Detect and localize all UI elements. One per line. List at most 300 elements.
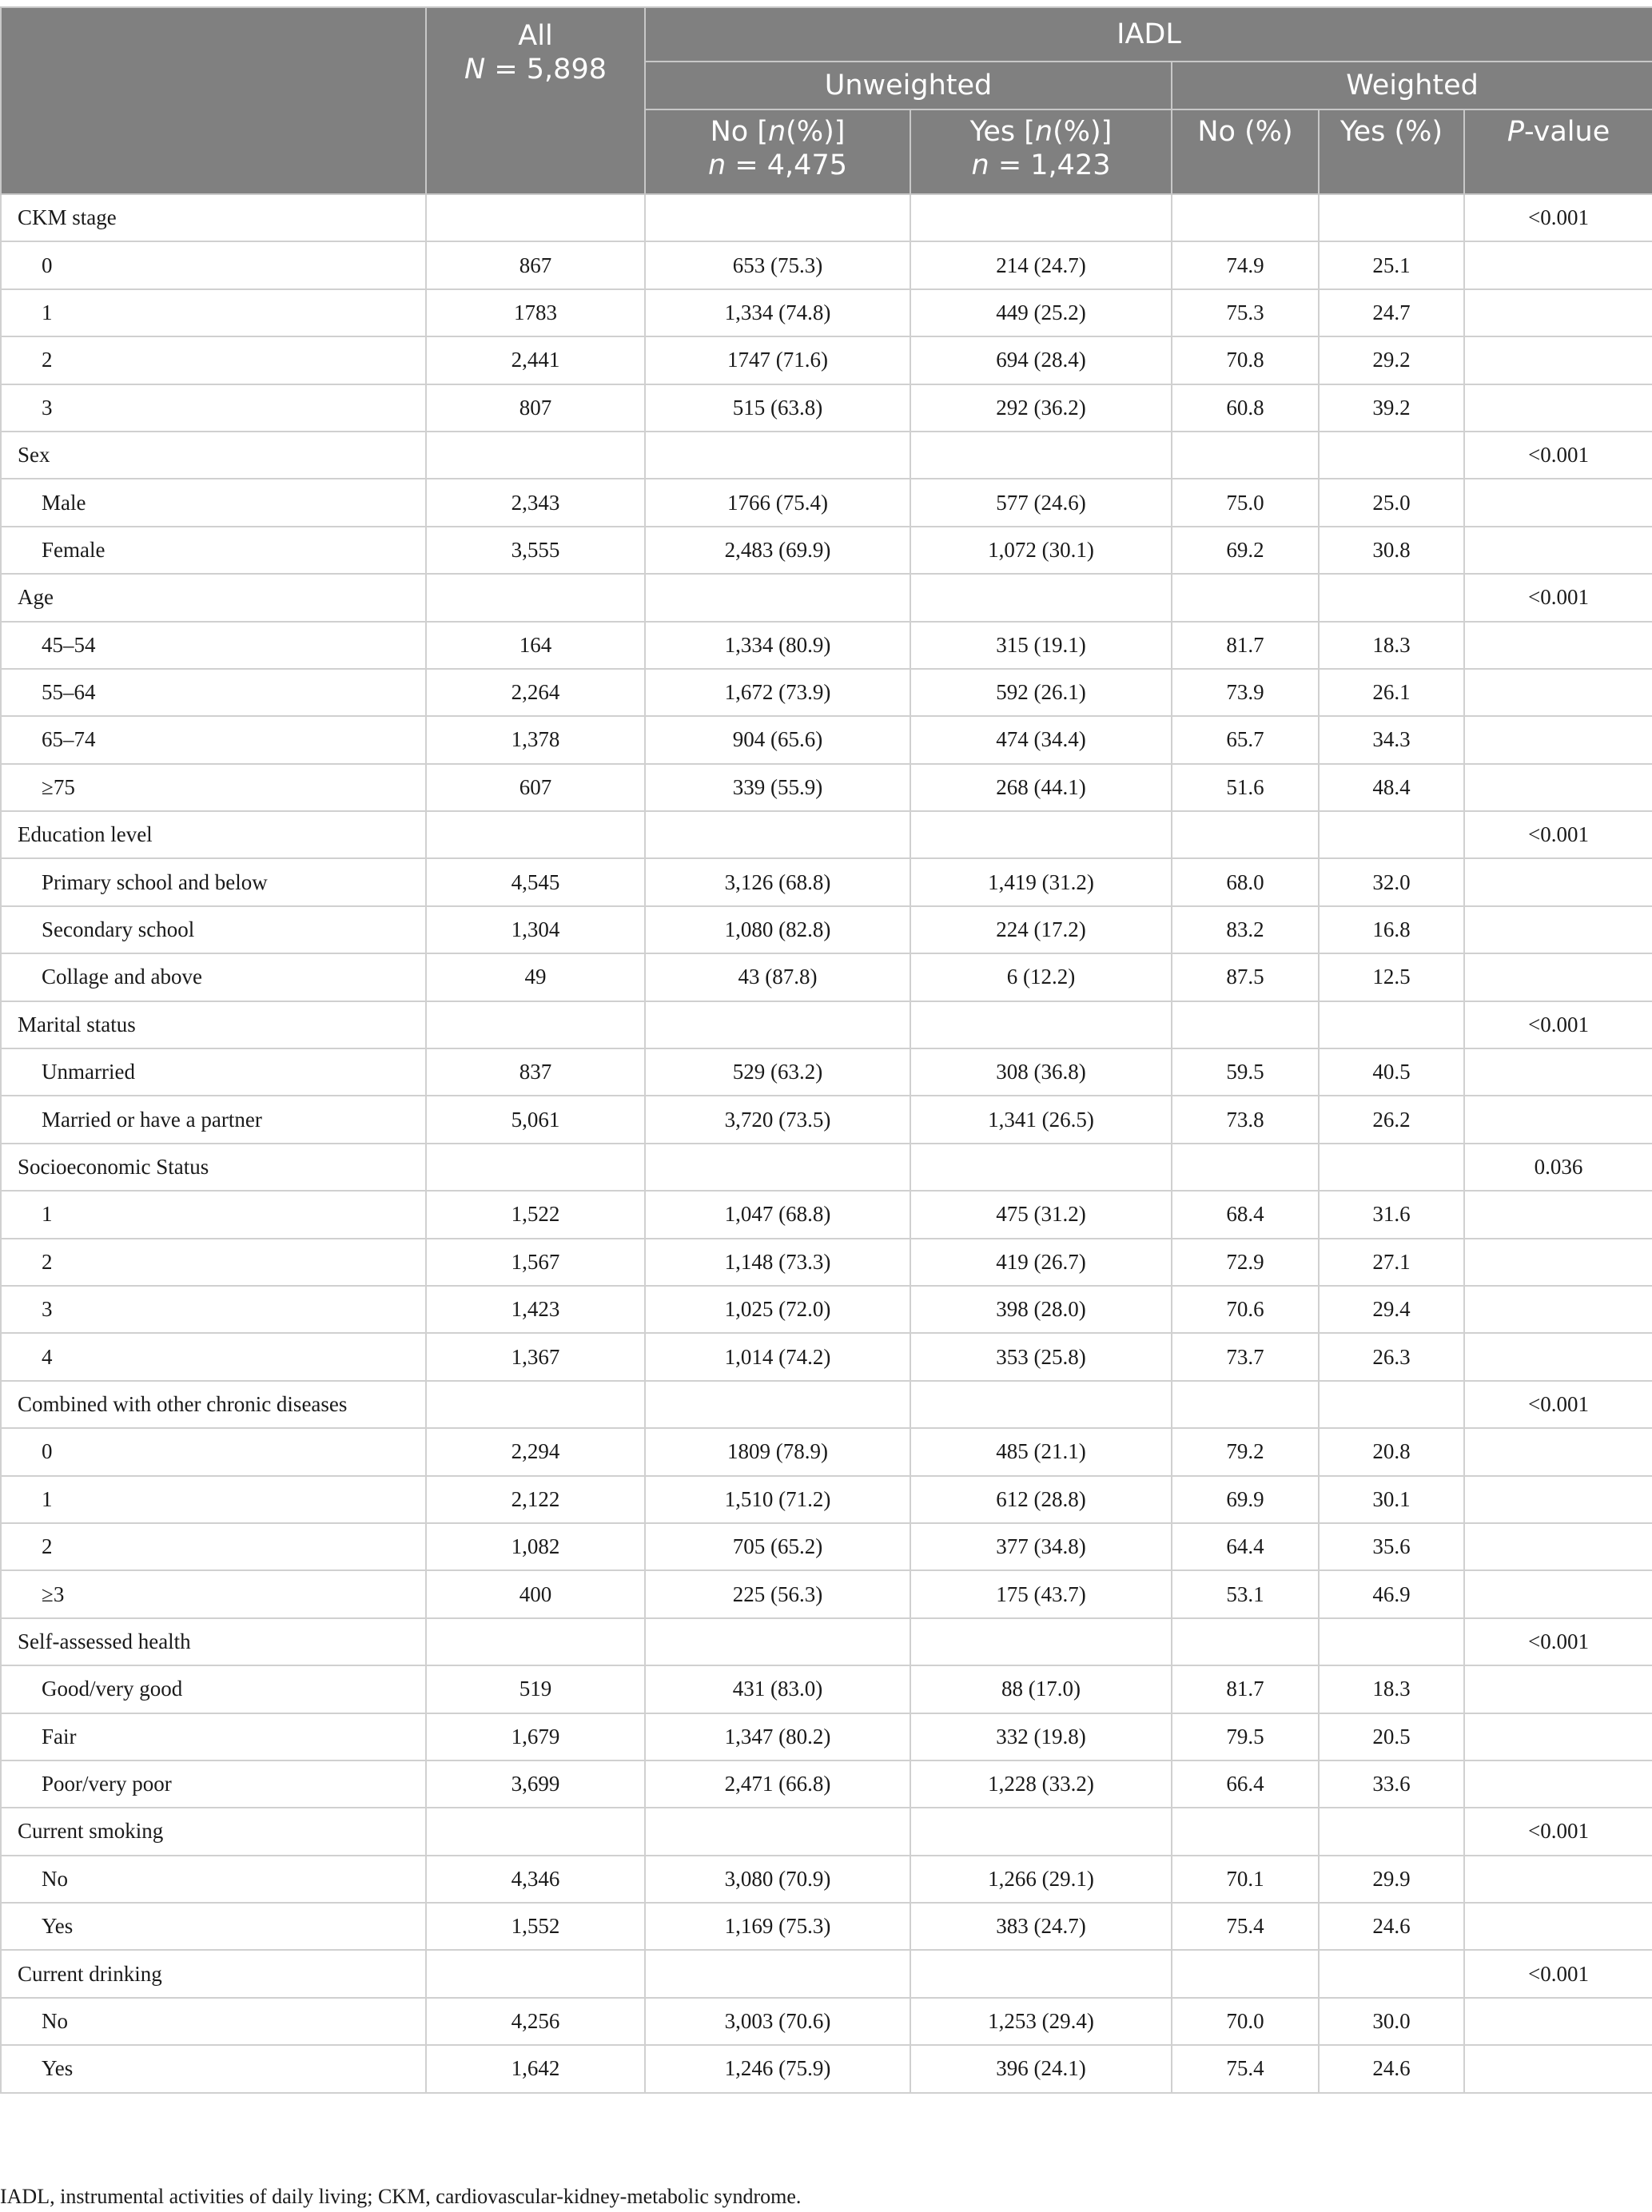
table-row	[1, 811, 1652, 858]
table-row	[1, 1048, 1652, 1096]
data-cell-no: 3,080 (70.9)	[645, 1856, 910, 1903]
row-label-cell: 3	[1, 384, 426, 432]
data-cell-yes: 1,253 (29.4)	[910, 1998, 1172, 2045]
data-cell-yes	[910, 1618, 1172, 1665]
data-cell-yes: 396 (24.1)	[910, 2045, 1172, 2092]
data-cell-yes: 1,228 (33.2)	[910, 1760, 1172, 1808]
header-yes-count: n = 1,423	[971, 149, 1111, 181]
data-cell-all: 2,441	[426, 336, 645, 384]
data-cell-yes	[910, 1144, 1172, 1191]
data-cell-wno: 68.0	[1172, 858, 1319, 905]
data-cell-p: <0.001	[1464, 1950, 1652, 1997]
row-label-cell: 45–54	[1, 622, 426, 669]
row-label-cell: 2	[1, 1239, 426, 1286]
group-label-cell: Socioeconomic Status	[1, 1144, 426, 1191]
table-row	[1, 574, 1652, 621]
data-cell-no: 431 (83.0)	[645, 1665, 910, 1713]
header-p-value: P-value	[1464, 109, 1652, 194]
data-cell-yes: 377 (34.8)	[910, 1523, 1172, 1570]
row-label-cell: Yes	[1, 2045, 426, 2092]
data-cell-no: 904 (65.6)	[645, 716, 910, 763]
data-cell-wno: 51.6	[1172, 764, 1319, 811]
data-cell-wyes: 12.5	[1319, 953, 1464, 1001]
data-cell-wno: 70.8	[1172, 336, 1319, 384]
header-all-label: All	[518, 20, 553, 52]
data-cell-no	[645, 1144, 910, 1191]
data-cell-wno: 69.9	[1172, 1476, 1319, 1523]
data-cell-yes: 577 (24.6)	[910, 479, 1172, 526]
data-cell-yes	[910, 194, 1172, 241]
table-row	[1, 241, 1652, 288]
data-cell-wno	[1172, 1618, 1319, 1665]
table-row	[1, 1618, 1652, 1665]
data-cell-yes: 475 (31.2)	[910, 1191, 1172, 1238]
data-cell-wyes: 29.2	[1319, 336, 1464, 384]
data-cell-no: 1,169 (75.3)	[645, 1903, 910, 1950]
row-label-cell: ≥3	[1, 1570, 426, 1617]
data-cell-yes: 224 (17.2)	[910, 906, 1172, 953]
data-cell-wyes: 24.7	[1319, 289, 1464, 336]
table-row	[1, 858, 1652, 905]
data-cell-no	[645, 1618, 910, 1665]
data-cell-yes: 308 (36.8)	[910, 1048, 1172, 1096]
data-cell-wyes	[1319, 1381, 1464, 1428]
table-row	[1, 953, 1652, 1001]
data-cell-wno: 73.7	[1172, 1333, 1319, 1380]
data-cell-p: <0.001	[1464, 1618, 1652, 1665]
data-cell-all: 837	[426, 1048, 645, 1096]
table-row	[1, 716, 1652, 763]
data-cell-p	[1464, 1286, 1652, 1333]
data-cell-wno: 60.8	[1172, 384, 1319, 432]
data-cell-p	[1464, 1048, 1652, 1096]
data-cell-wno: 81.7	[1172, 1665, 1319, 1713]
data-cell-wyes	[1319, 1950, 1464, 1997]
data-cell-wyes	[1319, 1144, 1464, 1191]
data-cell-no	[645, 1950, 910, 1997]
data-cell-all: 3,555	[426, 527, 645, 574]
data-cell-wyes	[1319, 574, 1464, 621]
row-label-cell: 0	[1, 1428, 426, 1475]
data-cell-no: 529 (63.2)	[645, 1048, 910, 1096]
data-cell-all: 1,304	[426, 906, 645, 953]
data-cell-wyes: 40.5	[1319, 1048, 1464, 1096]
table-row	[1, 1523, 1652, 1570]
data-cell-wno: 87.5	[1172, 953, 1319, 1001]
group-label-cell: Sex	[1, 432, 426, 479]
data-cell-all	[426, 1808, 645, 1855]
table-header	[1, 7, 1652, 194]
row-label-cell: 1	[1, 1191, 426, 1238]
group-label-cell: Current drinking	[1, 1950, 426, 1997]
data-cell-all: 1,642	[426, 2045, 645, 2092]
data-cell-yes: 175 (43.7)	[910, 1570, 1172, 1617]
row-label-cell: 1	[1, 1476, 426, 1523]
data-cell-yes: 315 (19.1)	[910, 622, 1172, 669]
row-label-cell: No	[1, 1998, 426, 2045]
table-row	[1, 906, 1652, 953]
data-cell-all: 2,122	[426, 1476, 645, 1523]
data-cell-no	[645, 194, 910, 241]
data-cell-no: 515 (63.8)	[645, 384, 910, 432]
header-no-n-label: No [n(%)]	[710, 116, 846, 148]
table-row	[1, 1333, 1652, 1380]
data-cell-all: 1,552	[426, 1903, 645, 1950]
data-cell-all: 1,378	[426, 716, 645, 763]
data-cell-p	[1464, 1333, 1652, 1380]
header-no-count: n = 4,475	[708, 149, 847, 181]
table-row	[1, 1001, 1652, 1048]
data-cell-p	[1464, 1713, 1652, 1760]
data-cell-all: 4,346	[426, 1856, 645, 1903]
table-row	[1, 764, 1652, 811]
data-cell-all: 2,264	[426, 669, 645, 716]
data-cell-no: 2,471 (66.8)	[645, 1760, 910, 1808]
data-cell-no: 1,246 (75.9)	[645, 2045, 910, 2092]
data-cell-no: 3,126 (68.8)	[645, 858, 910, 905]
data-cell-p	[1464, 1523, 1652, 1570]
table-row	[1, 1381, 1652, 1428]
data-cell-all: 1,679	[426, 1713, 645, 1760]
data-cell-all: 2,343	[426, 479, 645, 526]
data-cell-no	[645, 432, 910, 479]
data-cell-all: 5,061	[426, 1096, 645, 1143]
data-cell-no: 1,014 (74.2)	[645, 1333, 910, 1380]
data-cell-yes: 449 (25.2)	[910, 289, 1172, 336]
table-row	[1, 1239, 1652, 1286]
data-cell-wyes: 25.0	[1319, 479, 1464, 526]
data-cell-no: 3,720 (73.5)	[645, 1096, 910, 1143]
table-row	[1, 1950, 1652, 1997]
data-cell-p	[1464, 1998, 1652, 2045]
header-no-pct: No (%)	[1172, 109, 1319, 194]
data-cell-wno: 75.4	[1172, 1903, 1319, 1950]
data-cell-all: 1,522	[426, 1191, 645, 1238]
data-cell-p	[1464, 858, 1652, 905]
data-cell-yes: 214 (24.7)	[910, 241, 1172, 288]
row-label-cell: 2	[1, 1523, 426, 1570]
data-cell-wno: 59.5	[1172, 1048, 1319, 1096]
data-cell-wno: 74.9	[1172, 241, 1319, 288]
row-label-cell: Fair	[1, 1713, 426, 1760]
data-cell-wyes: 30.8	[1319, 527, 1464, 574]
data-cell-p	[1464, 669, 1652, 716]
row-label-cell: 2	[1, 336, 426, 384]
header-iadl: IADL	[645, 7, 1652, 62]
data-cell-all: 1,567	[426, 1239, 645, 1286]
table-row	[1, 384, 1652, 432]
data-cell-p	[1464, 1856, 1652, 1903]
data-cell-wyes: 26.3	[1319, 1333, 1464, 1380]
data-cell-p	[1464, 1428, 1652, 1475]
data-cell-wno	[1172, 1144, 1319, 1191]
data-cell-p	[1464, 479, 1652, 526]
data-cell-all	[426, 194, 645, 241]
data-cell-p	[1464, 2045, 1652, 2092]
data-cell-all: 1,082	[426, 1523, 645, 1570]
group-label-cell: Self-assessed health	[1, 1618, 426, 1665]
data-cell-yes: 1,419 (31.2)	[910, 858, 1172, 905]
row-label-cell: Collage and above	[1, 953, 426, 1001]
row-label-cell: Good/very good	[1, 1665, 426, 1713]
data-cell-wyes: 31.6	[1319, 1191, 1464, 1238]
group-label-cell: Age	[1, 574, 426, 621]
data-cell-p	[1464, 1665, 1652, 1713]
header-no-n	[645, 109, 910, 194]
table-row	[1, 1570, 1652, 1617]
header-unweighted: Unweighted	[645, 62, 1172, 109]
data-cell-wyes: 29.9	[1319, 1856, 1464, 1903]
table-row	[1, 479, 1652, 526]
data-cell-p	[1464, 1191, 1652, 1238]
data-cell-wno: 64.4	[1172, 1523, 1319, 1570]
table-row	[1, 336, 1652, 384]
data-cell-p	[1464, 336, 1652, 384]
data-cell-p	[1464, 1476, 1652, 1523]
data-cell-no: 1809 (78.9)	[645, 1428, 910, 1475]
data-cell-wno: 70.0	[1172, 1998, 1319, 2045]
data-cell-no: 1,510 (71.2)	[645, 1476, 910, 1523]
data-cell-wyes: 16.8	[1319, 906, 1464, 953]
data-cell-yes: 1,072 (30.1)	[910, 527, 1172, 574]
table-row	[1, 1476, 1652, 1523]
data-cell-all: 164	[426, 622, 645, 669]
data-cell-wno	[1172, 811, 1319, 858]
data-cell-all: 1,423	[426, 1286, 645, 1333]
data-cell-p	[1464, 716, 1652, 763]
row-label-cell: Male	[1, 479, 426, 526]
data-cell-all: 867	[426, 241, 645, 288]
data-cell-wyes: 33.6	[1319, 1760, 1464, 1808]
data-cell-p: <0.001	[1464, 811, 1652, 858]
group-label-cell: CKM stage	[1, 194, 426, 241]
data-cell-all	[426, 1001, 645, 1048]
data-cell-wno	[1172, 1381, 1319, 1428]
data-cell-yes: 1,266 (29.1)	[910, 1856, 1172, 1903]
data-cell-p: <0.001	[1464, 1808, 1652, 1855]
data-cell-wyes: 24.6	[1319, 2045, 1464, 2092]
data-cell-yes: 419 (26.7)	[910, 1239, 1172, 1286]
data-cell-p: <0.001	[1464, 574, 1652, 621]
table-row	[1, 1808, 1652, 1855]
table-row	[1, 432, 1652, 479]
data-cell-wyes	[1319, 1001, 1464, 1048]
data-cell-wno	[1172, 1950, 1319, 1997]
data-cell-yes: 6 (12.2)	[910, 953, 1172, 1001]
data-cell-wno: 66.4	[1172, 1760, 1319, 1808]
data-cell-wno: 70.1	[1172, 1856, 1319, 1903]
table-row	[1, 1856, 1652, 1903]
data-cell-all	[426, 574, 645, 621]
row-label-cell: Primary school and below	[1, 858, 426, 905]
data-cell-wyes: 25.1	[1319, 241, 1464, 288]
data-cell-wno: 70.6	[1172, 1286, 1319, 1333]
data-cell-p: <0.001	[1464, 194, 1652, 241]
data-cell-no: 705 (65.2)	[645, 1523, 910, 1570]
group-label-cell: Combined with other chronic diseases	[1, 1381, 426, 1428]
data-cell-p	[1464, 622, 1652, 669]
table-row	[1, 2045, 1652, 2092]
table-row	[1, 1713, 1652, 1760]
data-cell-yes: 474 (34.4)	[910, 716, 1172, 763]
data-cell-no: 1,334 (80.9)	[645, 622, 910, 669]
data-cell-wyes: 35.6	[1319, 1523, 1464, 1570]
data-cell-wyes: 30.1	[1319, 1476, 1464, 1523]
data-cell-no: 3,003 (70.6)	[645, 1998, 910, 2045]
data-cell-yes: 694 (28.4)	[910, 336, 1172, 384]
data-cell-wyes: 20.5	[1319, 1713, 1464, 1760]
data-cell-all	[426, 1618, 645, 1665]
data-cell-wno: 72.9	[1172, 1239, 1319, 1286]
data-cell-no: 1766 (75.4)	[645, 479, 910, 526]
row-label-cell: ≥75	[1, 764, 426, 811]
data-cell-all	[426, 432, 645, 479]
data-cell-wno	[1172, 1001, 1319, 1048]
data-table	[0, 6, 1652, 2094]
table-row	[1, 1665, 1652, 1713]
row-label-cell: Secondary school	[1, 906, 426, 953]
data-cell-wno	[1172, 432, 1319, 479]
data-cell-no	[645, 1381, 910, 1428]
data-cell-wno: 69.2	[1172, 527, 1319, 574]
table-container	[0, 6, 1652, 2094]
data-cell-wno: 65.7	[1172, 716, 1319, 763]
row-label-cell: 1	[1, 289, 426, 336]
data-cell-wno: 53.1	[1172, 1570, 1319, 1617]
table-row	[1, 1903, 1652, 1950]
data-cell-wyes: 30.0	[1319, 1998, 1464, 2045]
data-cell-p	[1464, 1903, 1652, 1950]
row-label-cell: Married or have a partner	[1, 1096, 426, 1143]
data-cell-yes	[910, 432, 1172, 479]
data-cell-yes: 332 (19.8)	[910, 1713, 1172, 1760]
data-cell-p	[1464, 953, 1652, 1001]
data-cell-no: 1,025 (72.0)	[645, 1286, 910, 1333]
table-row	[1, 669, 1652, 716]
data-cell-no: 1,148 (73.3)	[645, 1239, 910, 1286]
data-cell-wno: 73.8	[1172, 1096, 1319, 1143]
data-cell-wno	[1172, 194, 1319, 241]
data-cell-p	[1464, 1096, 1652, 1143]
data-cell-p	[1464, 906, 1652, 953]
data-cell-wyes: 26.2	[1319, 1096, 1464, 1143]
data-cell-wyes	[1319, 194, 1464, 241]
data-cell-wno: 81.7	[1172, 622, 1319, 669]
table-row	[1, 1144, 1652, 1191]
data-cell-wyes: 20.8	[1319, 1428, 1464, 1475]
table-row	[1, 194, 1652, 241]
data-cell-wyes: 32.0	[1319, 858, 1464, 905]
data-cell-yes: 383 (24.7)	[910, 1903, 1172, 1950]
data-cell-wno: 75.3	[1172, 289, 1319, 336]
table-row	[1, 289, 1652, 336]
table-row	[1, 527, 1652, 574]
data-cell-p	[1464, 241, 1652, 288]
data-cell-all: 1783	[426, 289, 645, 336]
header-yes-n	[910, 109, 1172, 194]
data-cell-wyes: 18.3	[1319, 1665, 1464, 1713]
data-cell-wno	[1172, 574, 1319, 621]
data-cell-wno: 68.4	[1172, 1191, 1319, 1238]
data-cell-no	[645, 574, 910, 621]
data-cell-yes: 612 (28.8)	[910, 1476, 1172, 1523]
footnote: IADL, instrumental activities of daily living; CKM, cardiovascular-kidney-metabolic syndrome.	[0, 2185, 802, 2208]
data-cell-all: 4,256	[426, 1998, 645, 2045]
data-cell-yes	[910, 1381, 1172, 1428]
data-cell-no: 1,672 (73.9)	[645, 669, 910, 716]
data-cell-no: 2,483 (69.9)	[645, 527, 910, 574]
data-cell-yes	[910, 811, 1172, 858]
data-cell-wyes: 34.3	[1319, 716, 1464, 763]
table-row	[1, 622, 1652, 669]
data-cell-wno: 79.5	[1172, 1713, 1319, 1760]
data-cell-wno: 79.2	[1172, 1428, 1319, 1475]
data-cell-wyes	[1319, 1618, 1464, 1665]
row-label-cell: 65–74	[1, 716, 426, 763]
data-cell-wno	[1172, 1808, 1319, 1855]
data-cell-no: 1,347 (80.2)	[645, 1713, 910, 1760]
data-cell-all: 807	[426, 384, 645, 432]
row-label-cell: 0	[1, 241, 426, 288]
header-all-n: N = 5,898	[464, 54, 607, 86]
header-yes-n-label: Yes [n(%)]	[969, 116, 1113, 148]
data-cell-all: 400	[426, 1570, 645, 1617]
data-cell-yes: 398 (28.0)	[910, 1286, 1172, 1333]
header-yes-pct: Yes (%)	[1319, 109, 1464, 194]
data-cell-yes	[910, 1001, 1172, 1048]
data-cell-p: 0.036	[1464, 1144, 1652, 1191]
data-cell-p	[1464, 384, 1652, 432]
data-cell-yes: 353 (25.8)	[910, 1333, 1172, 1380]
row-label-cell: Yes	[1, 1903, 426, 1950]
data-cell-no: 1747 (71.6)	[645, 336, 910, 384]
data-cell-no: 1,334 (74.8)	[645, 289, 910, 336]
data-cell-yes: 592 (26.1)	[910, 669, 1172, 716]
table-row	[1, 1286, 1652, 1333]
header-all	[426, 7, 645, 194]
data-cell-p: <0.001	[1464, 432, 1652, 479]
data-cell-wno: 75.4	[1172, 2045, 1319, 2092]
data-cell-no: 43 (87.8)	[645, 953, 910, 1001]
data-cell-no	[645, 1001, 910, 1048]
row-label-cell: Unmarried	[1, 1048, 426, 1096]
data-cell-all: 519	[426, 1665, 645, 1713]
data-cell-yes	[910, 574, 1172, 621]
data-cell-p: <0.001	[1464, 1001, 1652, 1048]
table-row	[1, 1191, 1652, 1238]
header-blank-cell	[1, 7, 426, 194]
data-cell-p: <0.001	[1464, 1381, 1652, 1428]
data-cell-all	[426, 1950, 645, 1997]
data-cell-all: 2,294	[426, 1428, 645, 1475]
data-cell-all: 3,699	[426, 1760, 645, 1808]
table-row	[1, 1760, 1652, 1808]
row-label-cell: 4	[1, 1333, 426, 1380]
data-cell-no: 653 (75.3)	[645, 241, 910, 288]
data-cell-all	[426, 811, 645, 858]
data-cell-no: 1,047 (68.8)	[645, 1191, 910, 1238]
data-cell-yes	[910, 1950, 1172, 1997]
row-label-cell: 3	[1, 1286, 426, 1333]
table-body	[1, 194, 1652, 2093]
data-cell-wyes	[1319, 811, 1464, 858]
data-cell-wyes: 18.3	[1319, 622, 1464, 669]
data-cell-wno: 73.9	[1172, 669, 1319, 716]
data-cell-wyes: 48.4	[1319, 764, 1464, 811]
data-cell-p	[1464, 764, 1652, 811]
data-cell-p	[1464, 1239, 1652, 1286]
data-cell-wyes: 29.4	[1319, 1286, 1464, 1333]
